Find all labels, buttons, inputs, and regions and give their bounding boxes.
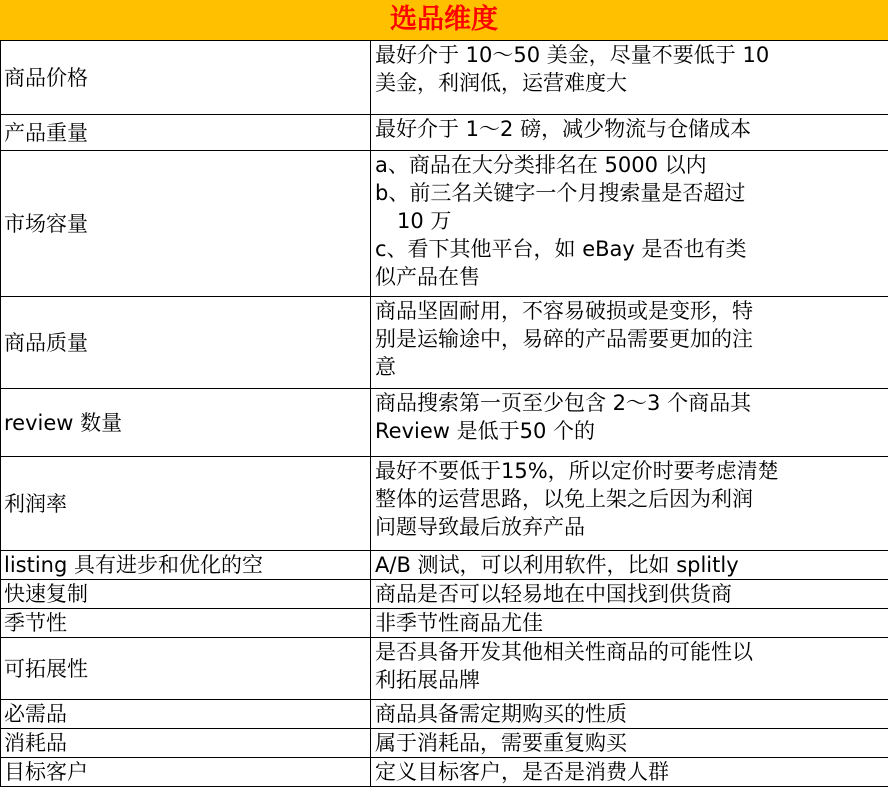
description-cell[interactable]: [371, 580, 888, 609]
description-line: 商品搜索第一页至少包含 2～3 个商品其: [375, 391, 752, 415]
table-row: [1, 115, 888, 151]
criterion-cell[interactable]: 商品质量: [1, 297, 371, 389]
description-cell[interactable]: [371, 297, 888, 389]
sheet-title[interactable]: 选品维度: [390, 4, 498, 35]
description-cell[interactable]: [371, 551, 888, 580]
criterion-cell[interactable]: 产品重量: [1, 115, 371, 151]
table-row: [1, 551, 888, 580]
description-line: 非季节性商品尤佳: [375, 611, 543, 635]
table-row: [1, 297, 888, 389]
criterion-cell[interactable]: 利润率: [1, 457, 371, 551]
criterion-cell[interactable]: 目标客户: [1, 758, 371, 787]
description-line: 利拓展品牌: [375, 668, 480, 692]
criterion-cell[interactable]: 季节性: [1, 609, 371, 638]
table-row: [1, 609, 888, 638]
table-row: [1, 580, 888, 609]
description-line: 美金，利润低，运营难度大: [375, 71, 627, 95]
table-row: [1, 151, 888, 297]
criterion-cell[interactable]: 可拓展性: [1, 638, 371, 700]
table-row: [1, 389, 888, 457]
table-row: [1, 41, 888, 115]
description-cell[interactable]: [371, 457, 888, 551]
description-cell[interactable]: [371, 389, 888, 457]
description-line: 商品坚固耐用，不容易破损或是变形，特: [375, 299, 753, 323]
criterion-cell[interactable]: 商品价格: [1, 41, 371, 115]
description-line: a、商品在大分类排名在 5000 以内: [375, 153, 707, 177]
description-line: 定义目标客户，是否是消费人群: [375, 760, 669, 784]
description-line: 最好介于 10～50 美金，尽量不要低于 10: [375, 43, 770, 67]
criterion-cell[interactable]: 市场容量: [1, 151, 371, 297]
description-cell[interactable]: [371, 638, 888, 700]
description-line: 属于消耗品，需要重复购买: [375, 731, 627, 755]
description-line: 整体的运营思路，以免上架之后因为利润: [375, 487, 753, 511]
description-cell[interactable]: [371, 700, 888, 729]
table-row: [1, 457, 888, 551]
table-row: [1, 638, 888, 700]
description-line: A/B 测试，可以利用软件，比如 splitly: [375, 553, 739, 577]
description-line: c、看下其他平台，如 eBay 是否也有类: [375, 237, 747, 261]
criterion-cell[interactable]: 必需品: [1, 700, 371, 729]
description-line: 10 万: [397, 209, 452, 233]
description-line: 商品是否可以轻易地在中国找到供货商: [375, 582, 732, 606]
table-row: [1, 758, 888, 787]
description-cell[interactable]: [371, 729, 888, 758]
table-row: [1, 700, 888, 729]
description-cell[interactable]: [371, 41, 888, 115]
description-line: b、前三名关键字一个月搜索量是否超过: [375, 181, 746, 205]
criterion-cell[interactable]: review 数量: [1, 389, 371, 457]
criterion-cell[interactable]: 消耗品: [1, 729, 371, 758]
description-line: 意: [375, 355, 396, 379]
description-cell[interactable]: [371, 758, 888, 787]
description-line: 问题导致最后放弃产品: [375, 515, 585, 539]
criterion-cell[interactable]: listing 具有进步和优化的空: [1, 551, 371, 580]
description-cell[interactable]: [371, 115, 888, 151]
table-row: [1, 729, 888, 758]
description-line: 别是运输途中，易碎的产品需要更加的注: [375, 327, 753, 351]
description-line: 商品具备需定期购买的性质: [375, 702, 627, 726]
description-cell[interactable]: [371, 609, 888, 638]
description-line: 似产品在售: [375, 265, 480, 289]
criteria-table: [0, 40, 888, 787]
description-cell[interactable]: [371, 151, 888, 297]
header-row: [0, 0, 888, 40]
description-line: 最好介于 1～2 磅，减少物流与仓储成本: [375, 117, 752, 141]
criterion-cell[interactable]: 快速复制: [1, 580, 371, 609]
description-line: Review 是低于50 个的: [375, 419, 595, 443]
description-line: 是否具备开发其他相关性商品的可能性以: [375, 640, 753, 664]
description-line: 最好不要低于15%，所以定价时要考虑清楚: [375, 459, 779, 483]
